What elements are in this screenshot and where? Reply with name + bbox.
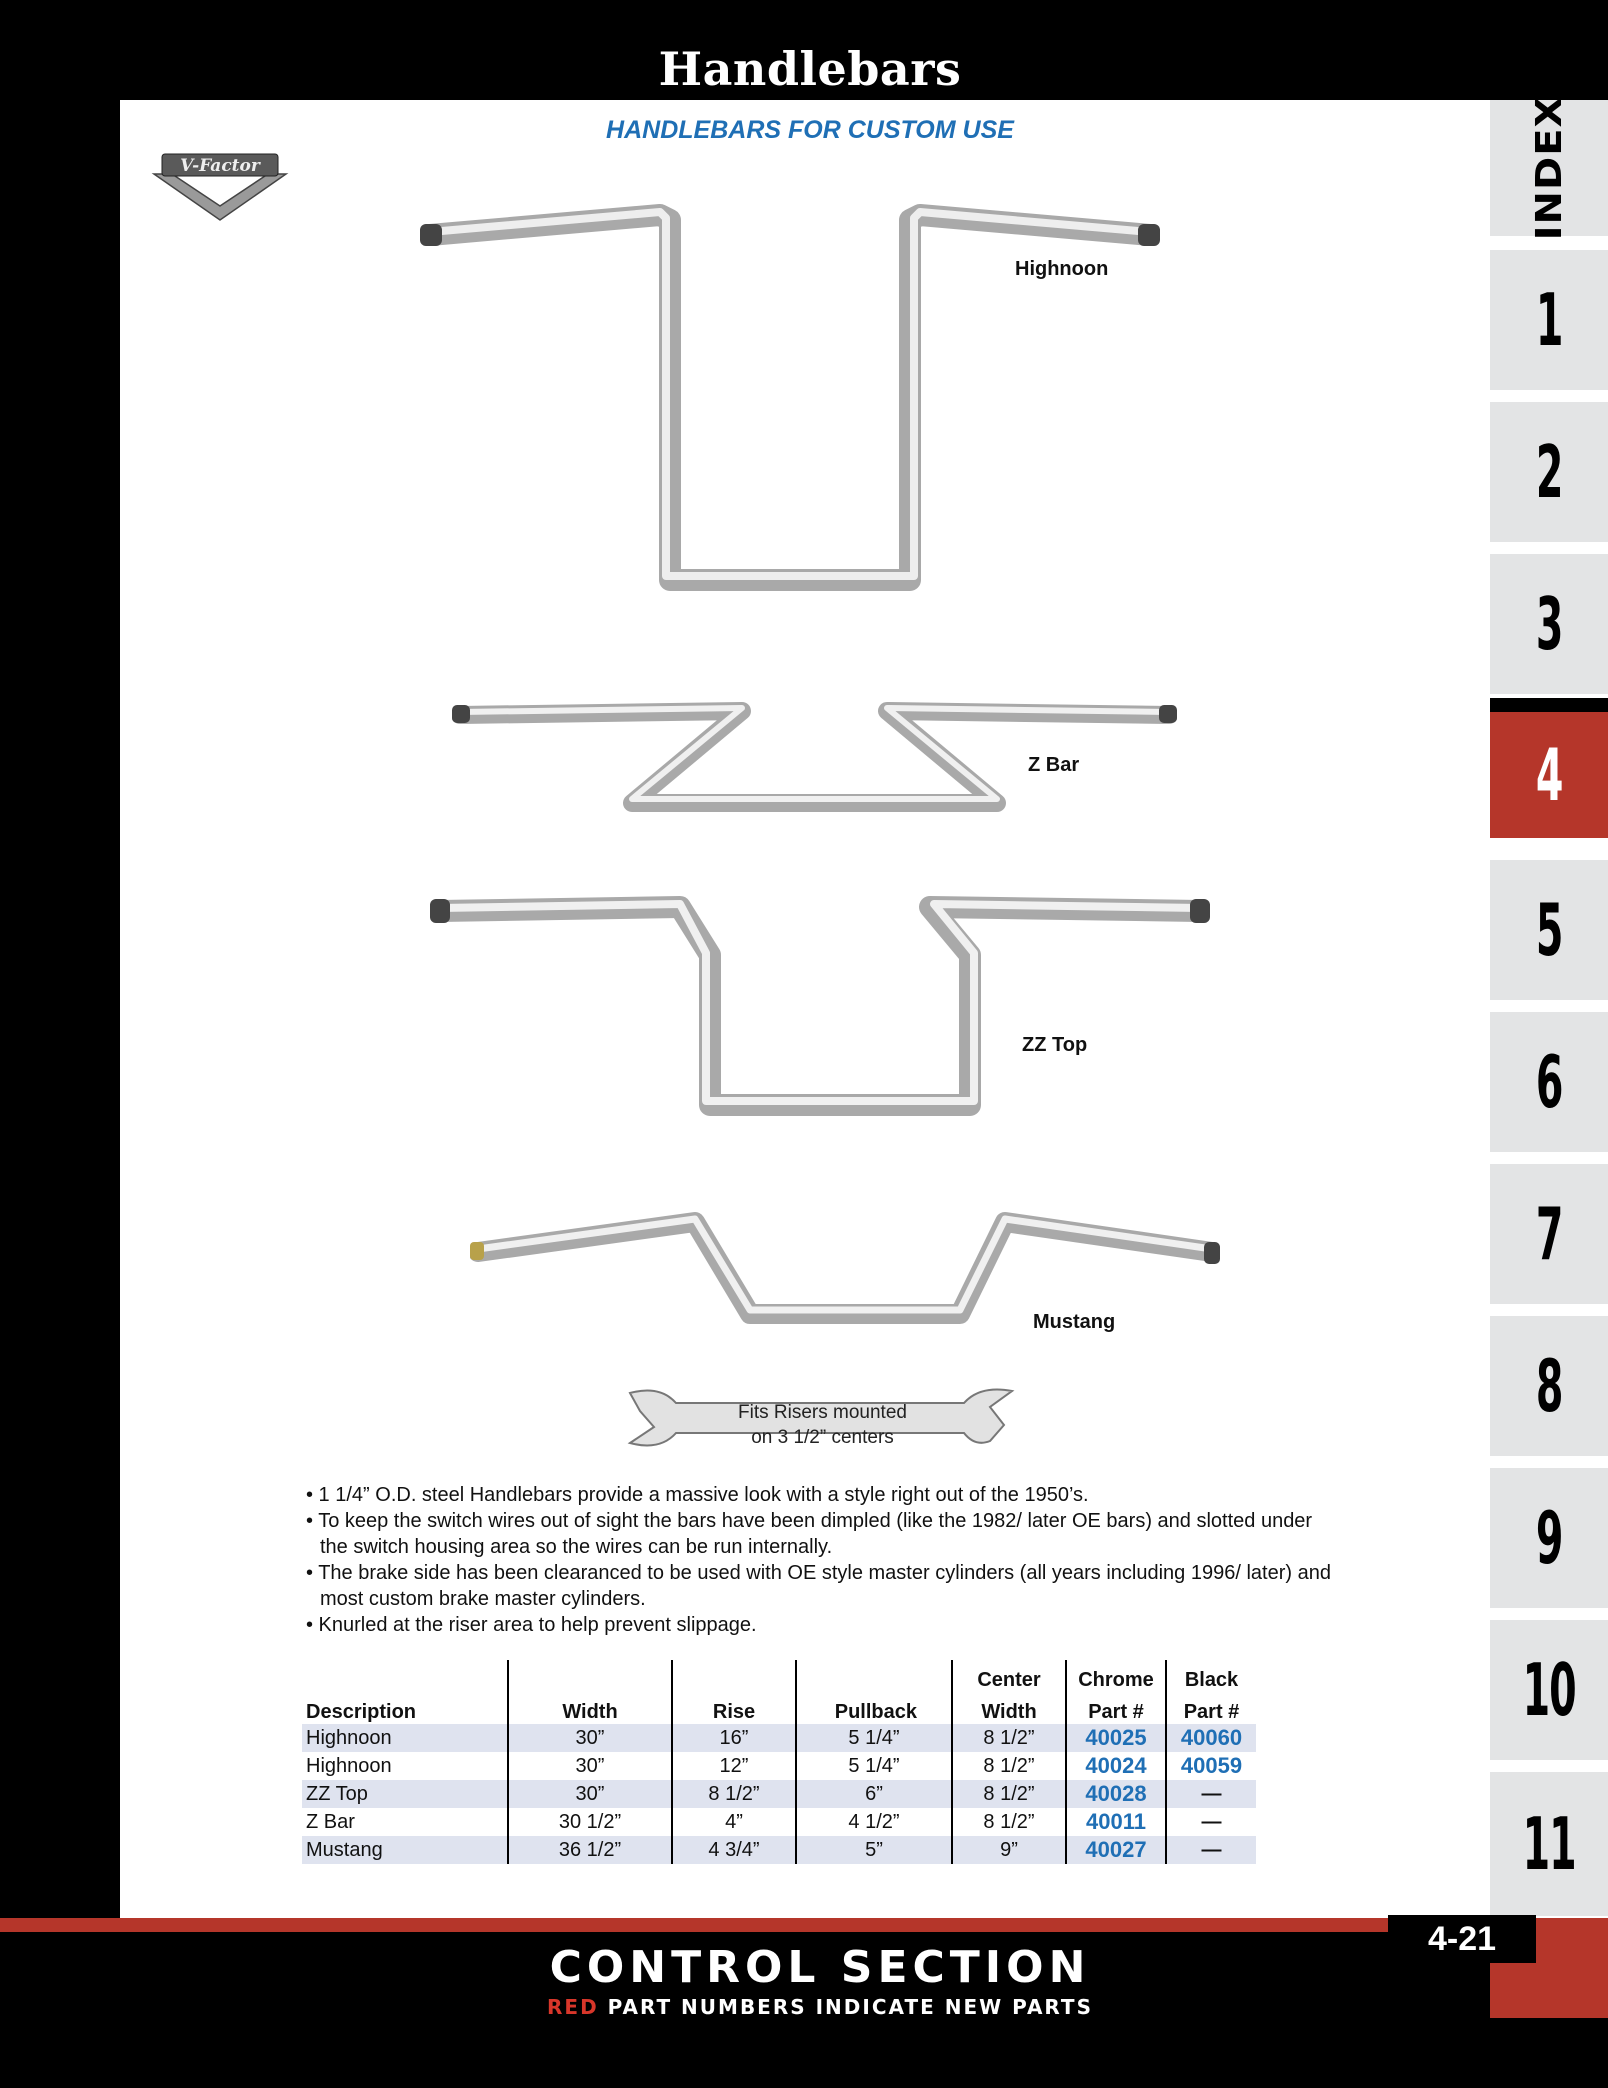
table-cell: 4” — [672, 1808, 796, 1836]
highnoon-handlebar-image — [420, 190, 1160, 605]
table-cell: 8 1/2” — [672, 1780, 796, 1808]
table-row — [302, 1780, 1256, 1808]
table-cell: — — [1166, 1808, 1256, 1836]
tab-label: 4 — [1535, 733, 1563, 817]
table-row — [302, 1836, 1256, 1864]
table-cell: 4 3/4” — [672, 1836, 796, 1864]
part-number: 40060 — [1166, 1724, 1256, 1752]
feature-item: • Knurled at the riser area to help prevent slippage. — [306, 1614, 757, 1636]
zztop-handlebar-image — [430, 895, 1210, 1120]
wrench-note-line2: on 3 1/2” centers — [751, 1427, 894, 1448]
table-header-cell: Part # — [1166, 1692, 1256, 1724]
zbar-label: Z Bar — [1028, 754, 1080, 776]
table-header-cell — [302, 1660, 508, 1692]
table-header-cell: Part # — [1066, 1692, 1166, 1724]
table-cell: 8 1/2” — [952, 1724, 1066, 1752]
table-header-top — [302, 1660, 1256, 1692]
tab-7[interactable] — [1490, 1164, 1608, 1304]
highnoon-label: Highnoon — [1015, 258, 1109, 280]
section-subtitle: HANDLEBARS FOR CUSTOM USE — [606, 116, 1014, 144]
table-cell: ZZ Top — [302, 1780, 508, 1808]
footer-black-block — [1490, 2018, 1608, 2088]
table-header-cell: Pullback — [796, 1692, 952, 1724]
tab-3[interactable] — [1490, 554, 1608, 694]
zztop-label: ZZ Top — [1022, 1034, 1088, 1056]
feature-list — [302, 1482, 1342, 1638]
part-number: 40059 — [1166, 1752, 1256, 1780]
footer-note-rest: PART NUMBERS INDICATE NEW PARTS — [598, 1995, 1093, 2019]
tab-6[interactable] — [1490, 1012, 1608, 1152]
tab-10[interactable] — [1490, 1620, 1608, 1760]
table-cell: 6” — [796, 1780, 952, 1808]
table-header-cell — [796, 1660, 952, 1692]
part-number: 40011 — [1066, 1808, 1166, 1836]
table-cell: 5 1/4” — [796, 1752, 952, 1780]
table-header-cell: Black — [1166, 1660, 1256, 1692]
wrench-note — [690, 1400, 955, 1450]
table-header-cell: Description — [306, 1701, 417, 1723]
part-number: 40028 — [1066, 1780, 1166, 1808]
table-header-cell: Width — [508, 1692, 672, 1724]
table-cell: — — [1166, 1780, 1256, 1808]
table-cell: Mustang — [302, 1836, 508, 1864]
tab-index[interactable] — [1490, 95, 1608, 241]
tab-label: 9 — [1535, 1496, 1563, 1580]
page-number: 4-21 — [1388, 1915, 1536, 1963]
tab-label: 6 — [1535, 1040, 1563, 1124]
tab-9[interactable] — [1490, 1468, 1608, 1608]
tab-11[interactable] — [1490, 1772, 1608, 1916]
table-cell: 5 1/4” — [796, 1724, 952, 1752]
v-factor-logo-icon — [150, 150, 290, 224]
table-cell: 30” — [508, 1724, 672, 1752]
table-header — [302, 1692, 1256, 1724]
table-cell: 8 1/2” — [952, 1808, 1066, 1836]
logo-text: V-Factor — [180, 156, 260, 176]
table-cell: — — [1166, 1836, 1256, 1864]
part-number: 40025 — [1066, 1724, 1166, 1752]
table-cell: 9” — [952, 1836, 1066, 1864]
table-header-cell: Center — [952, 1660, 1066, 1692]
mustang-label: Mustang — [1033, 1311, 1116, 1333]
footer-section-title: CONTROL SECTION — [549, 1942, 1091, 1993]
tab-label: 1 — [1535, 278, 1563, 362]
tab-label: 8 — [1535, 1344, 1563, 1428]
footer-note — [480, 1995, 1160, 2019]
footer-note-red: RED — [547, 1995, 599, 2019]
table-row — [302, 1724, 1256, 1752]
table-row — [302, 1808, 1256, 1836]
feature-item: • The brake side has been clearanced to be used with OE style master cylinders (all years including 1996/ later) and most custom brake master cylinders. — [306, 1562, 1331, 1610]
tab-label: 2 — [1535, 430, 1563, 514]
tab-label: 7 — [1535, 1192, 1563, 1276]
table-header-cell: Width — [952, 1692, 1066, 1724]
spec-table — [302, 1660, 1256, 1864]
table-cell: 8 1/2” — [952, 1752, 1066, 1780]
table-cell: Z Bar — [306, 1810, 355, 1833]
table-cell: 8 1/2” — [952, 1780, 1066, 1808]
footer-red-line — [0, 1918, 1490, 1932]
tab-8[interactable] — [1490, 1316, 1608, 1456]
table-cell: 16” — [672, 1724, 796, 1752]
table-cell: 30” — [508, 1780, 672, 1808]
tab-label: 3 — [1535, 582, 1563, 666]
table-header-cell — [508, 1660, 672, 1692]
wrench-note-line1: Fits Risers mounted — [738, 1402, 907, 1423]
tab-5[interactable] — [1490, 860, 1608, 1000]
table-cell: 12” — [672, 1752, 796, 1780]
tab-label: INDEX — [1528, 95, 1570, 241]
tab-4[interactable] — [1490, 698, 1608, 838]
feature-item: • 1 1/4” O.D. steel Handlebars provide a massive look with a style right out of the 1950’s. — [306, 1484, 1089, 1506]
table-header-cell — [672, 1660, 796, 1692]
table-cell: 36 1/2” — [508, 1836, 672, 1864]
table-cell: 5” — [796, 1836, 952, 1864]
table-cell: 30 1/2” — [508, 1808, 672, 1836]
feature-item: • To keep the switch wires out of sight the bars have been dimpled (like the 1982/ later OE bars) and slotted under the switch housing area so the wires can be run internally. — [306, 1510, 1313, 1558]
left-strip — [0, 100, 120, 1920]
tab-2[interactable] — [1490, 402, 1608, 542]
tab-label: 5 — [1535, 888, 1563, 972]
tab-1[interactable] — [1490, 250, 1608, 390]
part-number: 40024 — [1066, 1752, 1166, 1780]
part-number: 40027 — [1066, 1836, 1166, 1864]
table-cell: 4 1/2” — [796, 1808, 952, 1836]
table-row — [302, 1752, 1256, 1780]
tab-label: 10 — [1522, 1648, 1576, 1732]
table-header-cell: Rise — [672, 1692, 796, 1724]
table-header-cell: Chrome — [1066, 1660, 1166, 1692]
page-title: Handlebars — [658, 42, 962, 96]
tab-label: 11 — [1522, 1802, 1576, 1886]
table-cell: 30” — [508, 1752, 672, 1780]
table-cell: Highnoon — [306, 1754, 392, 1777]
table-cell: Highnoon — [302, 1724, 508, 1752]
